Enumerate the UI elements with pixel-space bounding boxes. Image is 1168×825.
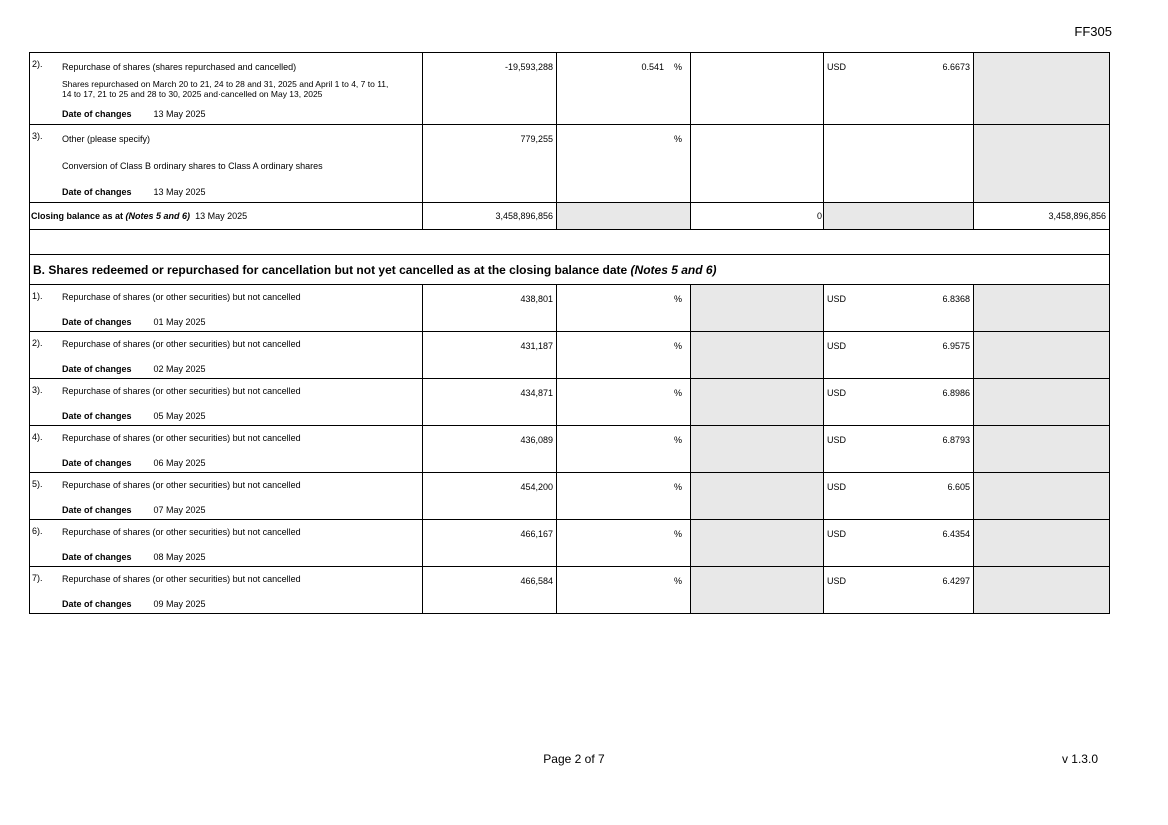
percent-value: 0.541 <box>641 62 664 72</box>
section-b-row <box>30 567 1110 614</box>
price-value: 6.8793 <box>942 435 970 445</box>
date-value: 08 May 2025 <box>153 552 206 562</box>
percent-sign: % <box>673 62 682 72</box>
date-label: Date of changes <box>62 109 132 119</box>
shares-value: 431,187 <box>520 341 553 351</box>
price-cell <box>824 567 974 614</box>
percent-sign: % <box>673 576 682 586</box>
percent-sign: % <box>673 482 682 492</box>
grey-cell <box>824 203 974 230</box>
date-value: 13 May 2025 <box>153 109 206 119</box>
grey-cell <box>691 332 824 379</box>
row-title: Repurchase of shares (or other securities) but not cancelled <box>62 292 301 302</box>
section-b-row <box>30 285 1110 332</box>
shares-cell <box>423 473 557 520</box>
date-label: Date of changes <box>62 599 132 609</box>
price-value: 6.8368 <box>942 294 970 304</box>
grey-cell <box>974 473 1110 520</box>
price-cell <box>824 53 974 125</box>
section-b-row <box>30 520 1110 567</box>
shares-value: 466,584 <box>520 576 553 586</box>
section-b-row <box>30 332 1110 379</box>
shares-cell <box>423 426 557 473</box>
date-label: Date of changes <box>62 552 132 562</box>
grey-cell <box>691 379 824 426</box>
grey-cell <box>974 379 1110 426</box>
section-b-row <box>30 426 1110 473</box>
form-code: FF305 <box>1074 24 1112 39</box>
grey-cell <box>691 567 824 614</box>
percent-cell <box>557 567 691 614</box>
section-b-row <box>30 473 1110 520</box>
percent-sign: % <box>673 435 682 445</box>
grey-cell <box>974 53 1110 125</box>
price-cell <box>824 520 974 567</box>
shares-cell <box>423 285 557 332</box>
shares-cell <box>423 379 557 426</box>
date-label: Date of changes <box>62 505 132 515</box>
currency: USD <box>827 294 847 304</box>
percent-sign: % <box>673 134 682 144</box>
percent-cell <box>557 125 691 203</box>
currency: USD <box>827 62 847 72</box>
price-cell <box>824 379 974 426</box>
price-cell <box>824 285 974 332</box>
grey-cell <box>691 520 824 567</box>
percent-sign: % <box>673 341 682 351</box>
price-value: 6.605 <box>947 482 970 492</box>
date-value: 09 May 2025 <box>153 599 206 609</box>
closing-balance-row <box>30 203 1110 230</box>
empty-cell <box>824 125 974 203</box>
grey-cell <box>974 567 1110 614</box>
percent-sign: % <box>673 294 682 304</box>
price-value: 6.8986 <box>942 388 970 398</box>
row-index: 3). <box>32 131 43 141</box>
percent-sign: % <box>673 388 682 398</box>
row-index: 2). <box>32 338 43 348</box>
date-value: 02 May 2025 <box>153 364 206 374</box>
row-title: Repurchase of shares (or other securities) but not cancelled <box>62 574 301 584</box>
shares-cell <box>423 332 557 379</box>
currency: USD <box>827 388 847 398</box>
empty-cell <box>691 53 824 125</box>
grey-cell <box>974 125 1110 203</box>
row-index: 6). <box>32 526 43 536</box>
row-description: Conversion of Class B ordinary shares to Class A ordinary shares <box>62 161 323 171</box>
closing-shares: 3,458,896,856 <box>495 211 553 221</box>
date-label: Date of changes <box>62 317 132 327</box>
percent-cell <box>557 426 691 473</box>
shares-cell <box>423 125 557 203</box>
row-description: Shares repurchased on March 20 to 21, 24 to 28 and 31, 2025 and April 1 to 4, 7 to 11, 14 to 17, 21 to 25 and 28 to 30, 2025 and·cancelled on May 13, 2025 <box>62 79 389 99</box>
percent-sign: % <box>673 529 682 539</box>
date-label: Date of changes <box>62 458 132 468</box>
row-index: 7). <box>32 573 43 583</box>
shares-cell <box>423 53 557 125</box>
shares-value: 466,167 <box>520 529 553 539</box>
closing-total-cell <box>974 203 1110 230</box>
row-title: Repurchase of shares (shares repurchased and cancelled) <box>62 62 297 72</box>
grey-cell <box>974 332 1110 379</box>
price-cell <box>824 473 974 520</box>
grey-cell <box>691 426 824 473</box>
row-title: Other (please specify) <box>62 134 151 144</box>
page-number: Page 2 of 7 <box>543 752 605 766</box>
date-label: Date of changes <box>62 411 132 421</box>
price-cell <box>824 426 974 473</box>
shares-value: 454,200 <box>520 482 553 492</box>
grey-cell <box>691 285 824 332</box>
row-index: 3). <box>32 385 43 395</box>
currency: USD <box>827 435 847 445</box>
row-title: Repurchase of shares (or other securities) but not cancelled <box>62 480 301 490</box>
row-title: Repurchase of shares (or other securities) but not cancelled <box>62 433 301 443</box>
currency: USD <box>827 482 847 492</box>
grey-cell <box>557 203 691 230</box>
section-b-title: B. Shares redeemed or repurchased for cancellation but not yet cancelled as at the closing balance date <box>33 262 631 277</box>
price-cell <box>824 332 974 379</box>
percent-cell <box>557 285 691 332</box>
row-index: 4). <box>32 432 43 442</box>
grey-cell <box>974 285 1110 332</box>
closing-total: 3,458,896,856 <box>1048 211 1106 221</box>
share-movement-table <box>29 52 1110 614</box>
grey-cell <box>974 426 1110 473</box>
shares-value: 779,255 <box>520 134 553 144</box>
shares-value: -19,593,288 <box>504 62 553 72</box>
grey-cell <box>691 473 824 520</box>
percent-cell <box>557 53 691 125</box>
date-label: Date of changes <box>62 187 132 197</box>
section-b-notes: (Notes 5 and 6) <box>630 262 717 277</box>
date-label: Date of changes <box>62 364 132 374</box>
currency: USD <box>827 576 847 586</box>
date-value: 06 May 2025 <box>153 458 206 468</box>
empty-cell <box>691 125 824 203</box>
date-value: 05 May 2025 <box>153 411 206 421</box>
section-a-row <box>30 53 1110 125</box>
section-b-heading <box>30 255 1110 285</box>
closing-label: Closing balance as at (Notes 5 and 6) <box>31 211 191 221</box>
row-index: 2). <box>32 59 43 69</box>
closing-date: 13 May 2025 <box>195 211 248 221</box>
percent-cell <box>557 379 691 426</box>
date-value: 07 May 2025 <box>153 505 206 515</box>
section-a-row <box>30 125 1110 203</box>
percent-cell <box>557 520 691 567</box>
row-title: Repurchase of shares (or other securities) but not cancelled <box>62 527 301 537</box>
row-index: 1). <box>32 291 43 301</box>
percent-cell <box>557 332 691 379</box>
grey-cell <box>974 520 1110 567</box>
row-title: Repurchase of shares (or other securities) but not cancelled <box>62 339 301 349</box>
date-value: 01 May 2025 <box>153 317 206 327</box>
price-value: 6.6673 <box>942 62 970 72</box>
price-value: 6.9575 <box>942 341 970 351</box>
currency: USD <box>827 529 847 539</box>
price-value: 6.4354 <box>942 529 970 539</box>
closing-col4-cell <box>691 203 824 230</box>
shares-value: 434,871 <box>520 388 553 398</box>
shares-value: 438,801 <box>520 294 553 304</box>
closing-col4: 0 <box>816 211 822 221</box>
shares-cell <box>423 520 557 567</box>
section-b-row <box>30 379 1110 426</box>
row-title: Repurchase of shares (or other securities) but not cancelled <box>62 386 301 396</box>
closing-shares-cell <box>423 203 557 230</box>
section-b-rows <box>30 285 1110 614</box>
date-value: 13 May 2025 <box>153 187 206 197</box>
percent-cell <box>557 473 691 520</box>
version: v 1.3.0 <box>1061 752 1098 766</box>
row-index: 5). <box>32 479 43 489</box>
currency: USD <box>827 341 847 351</box>
spacer-row <box>30 230 1110 255</box>
shares-cell <box>423 567 557 614</box>
price-value: 6.4297 <box>942 576 970 586</box>
shares-value: 436,089 <box>520 435 553 445</box>
